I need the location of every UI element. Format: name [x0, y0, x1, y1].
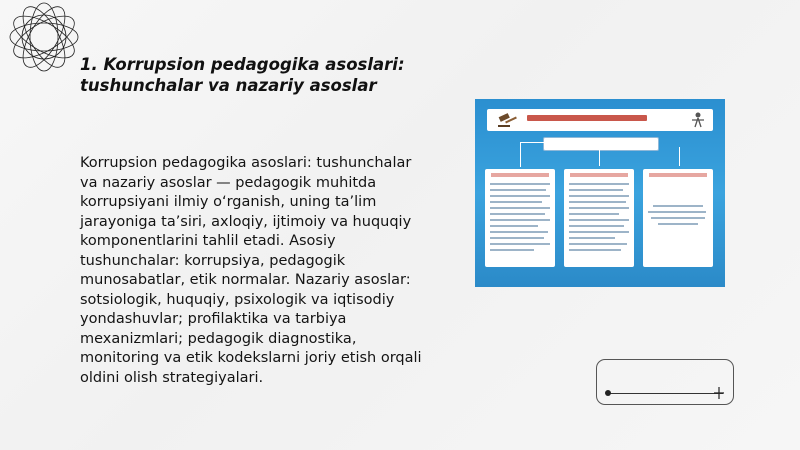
image-connector-right	[679, 147, 680, 166]
slide-image	[475, 99, 725, 287]
image-subtitle-box	[543, 137, 659, 151]
image-card-right	[643, 169, 713, 267]
media-position-dot-icon[interactable]	[605, 390, 611, 396]
image-header-banner	[487, 109, 713, 131]
image-card-left	[485, 169, 555, 267]
swirl-ornament-icon	[0, 0, 92, 80]
image-header-text-block	[527, 115, 647, 121]
media-player-control[interactable]	[596, 359, 734, 405]
image-connector-left	[520, 142, 544, 167]
slide-title: 1. Korrupsion pedagogika asoslari: tushunchalar va nazariy asoslar	[80, 55, 405, 95]
plus-icon[interactable]	[713, 386, 725, 400]
media-progress-track[interactable]	[607, 393, 723, 394]
gavel-icon	[497, 112, 519, 128]
slide-body-text: Korrupsion pedagogika asoslari: tushunchalar va nazariy asoslar — pedagogik muhitda korrupsiyani ilmiy o‘rganish, uning ta’lim jarayoniga ta’siri, axloqiy, ijtimoiy va huquqiy komponentlarini tahlil etadi. Asosiy tushunchalar: korrupsiya, pedagogik munosabatlar, etik normalar. Nazariy asoslar: sotsiologik, huquqiy, psixologik va iqtisodiy yondashuvlar; profilaktika va tarbiya mexanizmlari; pedagogik diagnostika, monitoring va etik kodekslarni joriy etish orqali oldini olish strategiyalari.	[80, 155, 422, 386]
justice-figure-icon	[689, 111, 707, 129]
image-connector-center	[599, 150, 600, 166]
image-card-center	[564, 169, 634, 267]
